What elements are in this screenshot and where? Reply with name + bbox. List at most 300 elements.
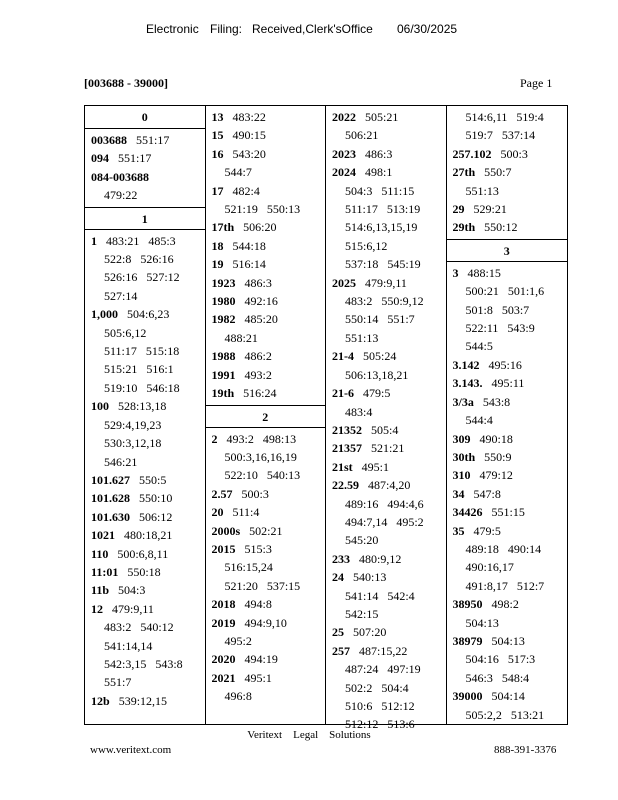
page-line-reference: 495:16 [488, 357, 522, 372]
index-term: 1980 [211, 294, 236, 309]
entry-line [212, 255, 320, 273]
page-line-reference: 479:5 [363, 386, 391, 401]
index-term: 22.59 [332, 478, 359, 493]
page-line-reference: 537:18 545:19 [345, 257, 421, 272]
entry-line [453, 706, 562, 724]
page-line-reference: 522:10 540:13 [224, 468, 301, 483]
entry-line [332, 623, 440, 641]
index-term: 12b [91, 693, 110, 708]
index-entries [326, 106, 446, 736]
entry-line [332, 126, 440, 144]
entry-line [453, 448, 562, 466]
index-term: 2018 [211, 597, 236, 612]
footer-company: Veritext Legal Solutions [247, 729, 371, 741]
index-term: 309 [452, 431, 471, 446]
page-line-reference: 505:4 [371, 422, 399, 437]
entry-line [91, 287, 199, 305]
index-entry [212, 108, 320, 126]
entry-line [212, 466, 320, 484]
index-term: 2024 [332, 165, 356, 180]
entry-line [91, 655, 199, 673]
index-term: 17 [211, 183, 224, 198]
index-entry [91, 168, 199, 205]
index-entry [212, 182, 320, 219]
index-entry [453, 522, 562, 596]
index-entry [332, 623, 440, 641]
entry-line [91, 581, 199, 599]
entry-line [332, 163, 440, 181]
entry-line [91, 416, 199, 434]
index-term: 3.142 [452, 357, 480, 372]
entry-line [212, 218, 320, 236]
entry-line [453, 558, 562, 576]
entry-line [453, 632, 562, 650]
entry-line [212, 669, 320, 687]
entry-line [91, 453, 199, 471]
page-line-reference: 493:2 498:13 [226, 431, 297, 446]
footer-phone: 888-391-3376 [494, 744, 557, 756]
page-line-reference: 550:5 [139, 472, 167, 487]
index-entry [212, 669, 320, 706]
page-line-reference: 540:13 [353, 570, 387, 585]
page-line-reference: 479:9,11 [365, 275, 407, 290]
index-term: 20 [211, 505, 224, 520]
index-term: 100 [91, 399, 109, 414]
entry-line [332, 550, 440, 568]
page-line-reference: 483:2 540:12 [104, 620, 174, 635]
entry-line [453, 577, 562, 595]
index-term: 257.102 [452, 146, 492, 161]
index-entry [453, 163, 562, 200]
index-term: 18 [211, 238, 224, 253]
page-line-reference: 504:3 511:15 [345, 183, 415, 198]
entry-line [453, 126, 562, 144]
entry-line [332, 200, 440, 218]
entry-line [332, 476, 440, 494]
page-line-reference: 544:4 [465, 413, 493, 428]
page-line-reference: 496:8 [224, 689, 252, 704]
page-line-reference: 494:8 [244, 597, 272, 612]
entry-line [332, 237, 440, 255]
page-line-reference: 516:15,24 [224, 560, 273, 575]
entry-line [91, 342, 199, 360]
entry-line [332, 274, 440, 292]
index-entries [206, 428, 326, 708]
index-term: 21st [332, 459, 353, 474]
page-line-reference: 528:13,18 [118, 399, 167, 414]
page-line-reference: 486:3 [244, 275, 272, 290]
page-line-reference: 521:19 550:13 [224, 202, 301, 217]
page-line-reference: 500:3 [500, 146, 528, 161]
page-line-reference: 514:6,13,15,19 [345, 220, 418, 235]
index-term: 25 [332, 625, 344, 640]
index-entry [453, 200, 562, 218]
page-line-reference: 550:9 [484, 449, 512, 464]
entry-line [212, 577, 320, 595]
entry-line [453, 614, 562, 632]
page-line-reference: 500:3 [241, 486, 269, 501]
page-line-reference: 521:21 [371, 441, 405, 456]
index-term: 2019 [211, 615, 236, 630]
entry-line [91, 471, 199, 489]
page-line-reference: 543:20 [232, 146, 266, 161]
index-entry [91, 397, 199, 471]
index-entry [453, 145, 562, 163]
index-column [206, 106, 327, 724]
entry-line [91, 360, 199, 378]
page-line-reference: 507:20 [353, 625, 387, 640]
index-entry [91, 471, 199, 489]
page-line-reference: 479:5 [473, 523, 501, 538]
entry-line [212, 347, 320, 365]
entry-line [453, 595, 562, 613]
index-entry [453, 448, 562, 466]
entry-line [212, 163, 320, 181]
entry-line [332, 403, 440, 421]
index-term: 1991 [211, 367, 236, 382]
entry-line [453, 163, 562, 181]
page-line-reference: 488:21 [224, 330, 258, 345]
entry-line [212, 200, 320, 218]
entry-line [332, 182, 440, 200]
index-entry [332, 145, 440, 163]
entry-line [212, 329, 320, 347]
page-line-reference: 544:7 [224, 165, 252, 180]
index-entry [91, 149, 199, 167]
entry-line [332, 218, 440, 236]
entry-line [212, 310, 320, 328]
page-line-reference: 515:21 516:1 [104, 362, 174, 377]
entry-line [453, 108, 562, 126]
page-line-reference: 494:19 [244, 652, 278, 667]
page-line-reference: 515:6,12 [345, 238, 388, 253]
page-line-reference: 502:2 504:4 [345, 680, 409, 695]
page-line-reference: 544:18 [232, 238, 266, 253]
index-entry [453, 632, 562, 687]
entry-line [332, 292, 440, 310]
index-entry [212, 218, 320, 236]
index-entries [85, 230, 205, 713]
page-line-reference: 494:9,10 [244, 615, 287, 630]
header-electronic: Electronic [146, 22, 199, 36]
entry-line [91, 268, 199, 286]
page-line-reference: 510:6 512:12 [345, 699, 415, 713]
page-line-reference: 512:12 513:6 [345, 717, 415, 732]
index-term: 257 [332, 643, 350, 658]
index-entry [453, 264, 562, 356]
entry-line [453, 522, 562, 540]
index-entry [453, 485, 562, 503]
page-line-reference: 546:21 [104, 454, 138, 469]
page-line-reference: 541:14,14 [104, 638, 153, 653]
page-line-reference: 495:11 [491, 376, 525, 391]
page-line-reference: 498:2 [491, 597, 519, 612]
index-entry [212, 145, 320, 182]
page-line-reference: 542:15 [345, 606, 379, 621]
header-filing: Filing: [210, 22, 243, 36]
entry-line [212, 384, 320, 402]
index-term: 101.627 [91, 472, 130, 487]
index-term: 2020 [211, 652, 236, 667]
page-line-reference: 511:4 [232, 505, 260, 520]
index-term: 101.628 [91, 491, 130, 506]
page-line-reference: 505:6,12 [104, 325, 147, 340]
page-line-reference: 487:15,22 [359, 643, 408, 658]
entry-line [453, 356, 562, 374]
page-line-reference: 500:6,8,11 [117, 546, 169, 561]
index-entry [332, 384, 440, 421]
entry-line [91, 250, 199, 268]
index-term: 2.57 [211, 486, 233, 501]
index-entry [212, 366, 320, 384]
entry-line [91, 600, 199, 618]
page-line-reference: 480:9,12 [359, 551, 402, 566]
index-entry [453, 430, 562, 448]
index-entry [212, 503, 320, 521]
header-date: 06/30/2025 [397, 22, 458, 36]
index-term: 27th [452, 165, 476, 180]
page-line-reference: 500:21 501:1,6 [465, 284, 545, 299]
entry-line [332, 384, 440, 402]
page-line-reference: 544:5 [465, 339, 493, 354]
index-term: 3.143. [452, 376, 483, 391]
index-term: 29th [452, 220, 476, 235]
entry-line [453, 282, 562, 300]
page-line-reference: 529:21 [473, 202, 507, 217]
index-entry [91, 692, 199, 710]
index-term: 084-003688 [91, 169, 149, 184]
index-entry [453, 374, 562, 392]
entry-line [453, 374, 562, 392]
index-entry [453, 356, 562, 374]
entry-line [332, 642, 440, 660]
page-line-reference: 493:2 [244, 367, 272, 382]
index-term: 21352 [332, 422, 362, 437]
index-term: 2 [211, 431, 218, 446]
entry-line [212, 182, 320, 200]
index-entry [212, 540, 320, 595]
page-line-reference: 551:17 [118, 151, 152, 166]
footer-website[interactable]: www.veritext.com [90, 744, 172, 756]
entry-line [212, 448, 320, 466]
entry-line [212, 126, 320, 144]
page-line-reference: 487:24 497:19 [345, 662, 421, 677]
entry-line [332, 255, 440, 273]
index-column [447, 106, 568, 724]
page-line-reference: 489:16 494:4,6 [345, 496, 424, 511]
page-line-reference: 551:13 [465, 183, 499, 198]
page-line-reference: 495:1 [361, 459, 390, 474]
page-line-reference: 491:8,17 512:7 [465, 578, 545, 593]
entry-line [212, 540, 320, 558]
page-line-reference: 486:3 [365, 146, 393, 161]
page-line-reference: 539:12,15 [118, 693, 168, 708]
entry-line [332, 697, 440, 715]
index-term: 15 [211, 128, 224, 143]
index-term: 11:01 [91, 564, 119, 579]
entry-line [212, 522, 320, 540]
index-term: 12 [91, 601, 103, 616]
index-entry [332, 568, 440, 623]
page-line-reference: 551:15 [491, 505, 525, 520]
page-line-reference: 550:14 551:7 [345, 312, 415, 327]
page-line-reference: 492:16 [244, 294, 278, 309]
page-line-reference: 502:21 [249, 523, 283, 538]
index-entry [212, 650, 320, 668]
page-line-reference: 519:10 546:18 [104, 380, 180, 395]
entry-line [332, 679, 440, 697]
index-term: 19th [211, 386, 235, 401]
page-line-reference: 506:21 [345, 128, 379, 143]
page-line-reference: 515:3 [244, 541, 272, 556]
page-line-reference: 479:9,11 [112, 601, 154, 616]
page-line-reference: 506:12 [139, 509, 173, 524]
index-entry [453, 503, 562, 521]
entry-line [91, 186, 199, 204]
entry-line [91, 637, 199, 655]
index-entry [332, 274, 440, 348]
index-term: 1 [91, 233, 97, 248]
page-line-reference: 479:22 [104, 188, 138, 203]
page-line-reference: 514:6,11 519:4 [465, 110, 544, 124]
entry-line [332, 495, 440, 513]
entry-line [91, 324, 199, 342]
header-received: Received,Clerk'sOffice [252, 22, 373, 36]
page-line-reference: 551:7 [104, 675, 132, 690]
page-line-reference: 501:8 503:7 [465, 302, 530, 317]
index-term: 2000s [211, 523, 241, 538]
entry-line [453, 145, 562, 163]
page-line-reference: 543:8 [482, 394, 511, 409]
index-term: 11b [91, 583, 110, 598]
page-number: Page 1 [520, 76, 553, 90]
index-entry [91, 526, 199, 544]
entry-line [453, 466, 562, 484]
index-term: 34 [452, 486, 465, 501]
entry-line [453, 182, 562, 200]
index-entry [212, 237, 320, 255]
entry-line [453, 687, 562, 705]
index-term: 16 [211, 146, 224, 161]
page-line-reference: 541:14 542:4 [345, 588, 415, 603]
index-entry [212, 292, 320, 310]
index-term: 17th [211, 220, 235, 235]
index-term: 2021 [211, 670, 236, 685]
section-header: 0 [85, 106, 205, 129]
entry-line [91, 397, 199, 415]
index-entries [85, 129, 205, 207]
entry-line [453, 485, 562, 503]
index-entry [212, 255, 320, 273]
index-entry [212, 126, 320, 144]
index-entry [332, 550, 440, 568]
entry-line [212, 237, 320, 255]
page-line-reference: 516:24 [243, 386, 277, 401]
page-line-reference: 551:17 [136, 133, 170, 147]
entry-line [212, 108, 320, 126]
index-term: 19 [211, 257, 224, 272]
page-line-reference: 506:13,18,21 [345, 367, 409, 382]
index-entry [91, 489, 199, 507]
index-entry [91, 545, 199, 563]
page-line-reference: 511:17 515:18 [104, 344, 180, 359]
index-entries [206, 106, 326, 405]
entry-line [453, 264, 562, 282]
index-term: 35 [452, 523, 465, 538]
page-line-reference: 483:22 [232, 110, 266, 124]
entry-line [212, 145, 320, 163]
entry-line [453, 503, 562, 521]
entry-line [91, 545, 199, 563]
index-term: 2015 [211, 541, 236, 556]
page-line-reference: 479:12 [479, 468, 513, 483]
entry-line [91, 149, 199, 167]
page-line-reference: 505:2,2 513:21 [465, 707, 545, 722]
entry-line [91, 305, 199, 323]
index-entry [332, 439, 440, 457]
index-entry [212, 274, 320, 292]
index-term: 110 [91, 546, 109, 561]
index-entry [91, 131, 199, 149]
page-line-reference: 521:20 537:15 [224, 578, 301, 593]
entry-line [332, 605, 440, 623]
index-entry [212, 347, 320, 365]
page-line-reference: 516:14 [232, 257, 266, 272]
page-line-reference: 519:7 537:14 [465, 128, 536, 143]
page-line-reference: 504:3 [118, 583, 146, 598]
page-line-reference: 550:18 [127, 564, 161, 579]
entry-line [453, 650, 562, 668]
index-term: 21-4 [332, 349, 354, 364]
entry-line [332, 421, 440, 439]
index-entry [212, 595, 320, 613]
entry-line [212, 614, 320, 632]
index-range: [003688 - 39000] [84, 76, 168, 90]
page-line-reference: 486:2 [244, 349, 272, 364]
page-line-reference: 526:16 527:12 [104, 270, 180, 285]
page-line-reference: 504:6,23 [127, 307, 170, 322]
index-entry [332, 421, 440, 439]
page-line-reference: 545:20 [345, 533, 379, 548]
page-line-reference: 550:10 [139, 491, 173, 506]
page-line-reference: 487:4,20 [368, 478, 411, 493]
index-term: 34426 [452, 505, 483, 520]
index-term: 38979 [452, 633, 483, 648]
page-line-reference: 482:4 [232, 183, 260, 198]
index-term: 233 [332, 551, 350, 566]
entry-line [453, 669, 562, 687]
index-term: 003688 [91, 133, 127, 147]
entry-line [453, 393, 562, 411]
entry-line [453, 218, 562, 236]
page-line-reference: 489:18 490:14 [465, 541, 542, 556]
word-index-grid [84, 105, 568, 732]
entry-line [91, 508, 199, 526]
entry-line [212, 558, 320, 576]
index-term: 310 [452, 468, 471, 483]
page-line-reference: 505:21 [365, 110, 399, 124]
index-term: 3/3a [452, 394, 474, 409]
page-line-reference: 480:18,21 [124, 528, 173, 543]
entry-line [91, 489, 199, 507]
index-entry [453, 687, 562, 724]
page-line-reference: 550:12 [484, 220, 518, 235]
entry-line [212, 687, 320, 705]
entry-line [332, 366, 440, 384]
entry-line [332, 513, 440, 531]
index-term: 094 [91, 151, 109, 166]
index-term: 39000 [452, 689, 483, 704]
